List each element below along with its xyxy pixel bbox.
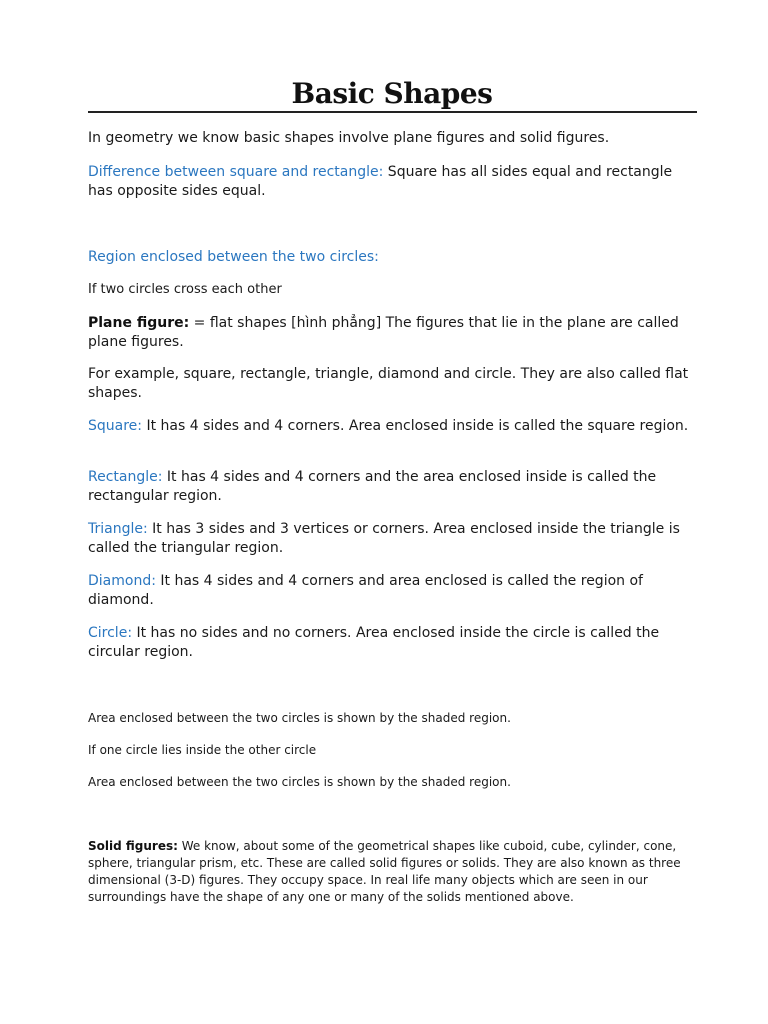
circle-text: It has no sides and no corners. Area enclosed inside the circle is called the circular region.	[88, 625, 660, 660]
triangle-text: It has 3 sides and 3 vertices or corners. Area enclosed inside the triangle is called the triangular region.	[88, 521, 680, 556]
triangle-paragraph	[88, 520, 700, 558]
intro-paragraph: In geometry we know basic shapes involve plane figures and solid figures.	[88, 130, 610, 146]
cross-paragraph: If two circles cross each other	[88, 282, 282, 297]
diamond-paragraph	[88, 572, 700, 610]
page-title: Basic Shapes	[291, 77, 493, 110]
plane-figure-paragraph	[88, 314, 700, 352]
difference-paragraph	[88, 163, 700, 201]
title-underline	[88, 111, 697, 113]
circle-paragraph	[88, 624, 700, 662]
example-paragraph: For example, square, rectangle, triangle, diamond and circle. They are also called flat shapes.	[88, 366, 689, 401]
solid-figures-text: We know, about some of the geometrical shapes like cuboid, cube, cylinder, cone, sphere, triangular prism, etc. These are called solid figures or solids. They are also known as three dimensional (3-D) figures. They occupy space. In real life many objects which are seen in our surroundings have the shape of any one or many of the solids mentioned above.	[88, 839, 681, 904]
region-heading: Region enclosed between the two circles:	[88, 249, 379, 265]
difference-text: Square has all sides equal and rectangle has opposite sides equal.	[88, 164, 673, 199]
triangle-label: Triangle:	[88, 521, 148, 537]
rectangle-label: Rectangle:	[88, 469, 163, 485]
difference-label: Difference between square and rectangle:	[88, 164, 384, 180]
shaded-paragraph-2: Area enclosed between the two circles is shown by the shaded region.	[88, 775, 511, 789]
rectangle-paragraph	[88, 468, 700, 506]
plane-figure-label: Plane figure:	[88, 315, 190, 331]
shaded-paragraph-1: Area enclosed between the two circles is shown by the shaded region.	[88, 711, 511, 725]
square-label: Square:	[88, 418, 143, 434]
diamond-text: It has 4 sides and 4 corners and area enclosed is called the region of diamond.	[88, 573, 643, 608]
square-text: It has 4 sides and 4 corners. Area enclosed inside is called the square region.	[142, 418, 689, 434]
diamond-label: Diamond:	[88, 573, 156, 589]
square-paragraph	[88, 417, 700, 436]
circle-label: Circle:	[88, 625, 133, 641]
plane-figure-text: = flat shapes [hình phẳng] The figures that lie in the plane are called plane figures.	[88, 315, 679, 350]
solid-figures-paragraph	[88, 838, 700, 906]
inside-paragraph: If one circle lies inside the other circle	[88, 743, 317, 757]
solid-figures-label: Solid figures:	[88, 839, 178, 853]
rectangle-text: It has 4 sides and 4 corners and the area enclosed inside is called the rectangular region.	[88, 469, 657, 504]
